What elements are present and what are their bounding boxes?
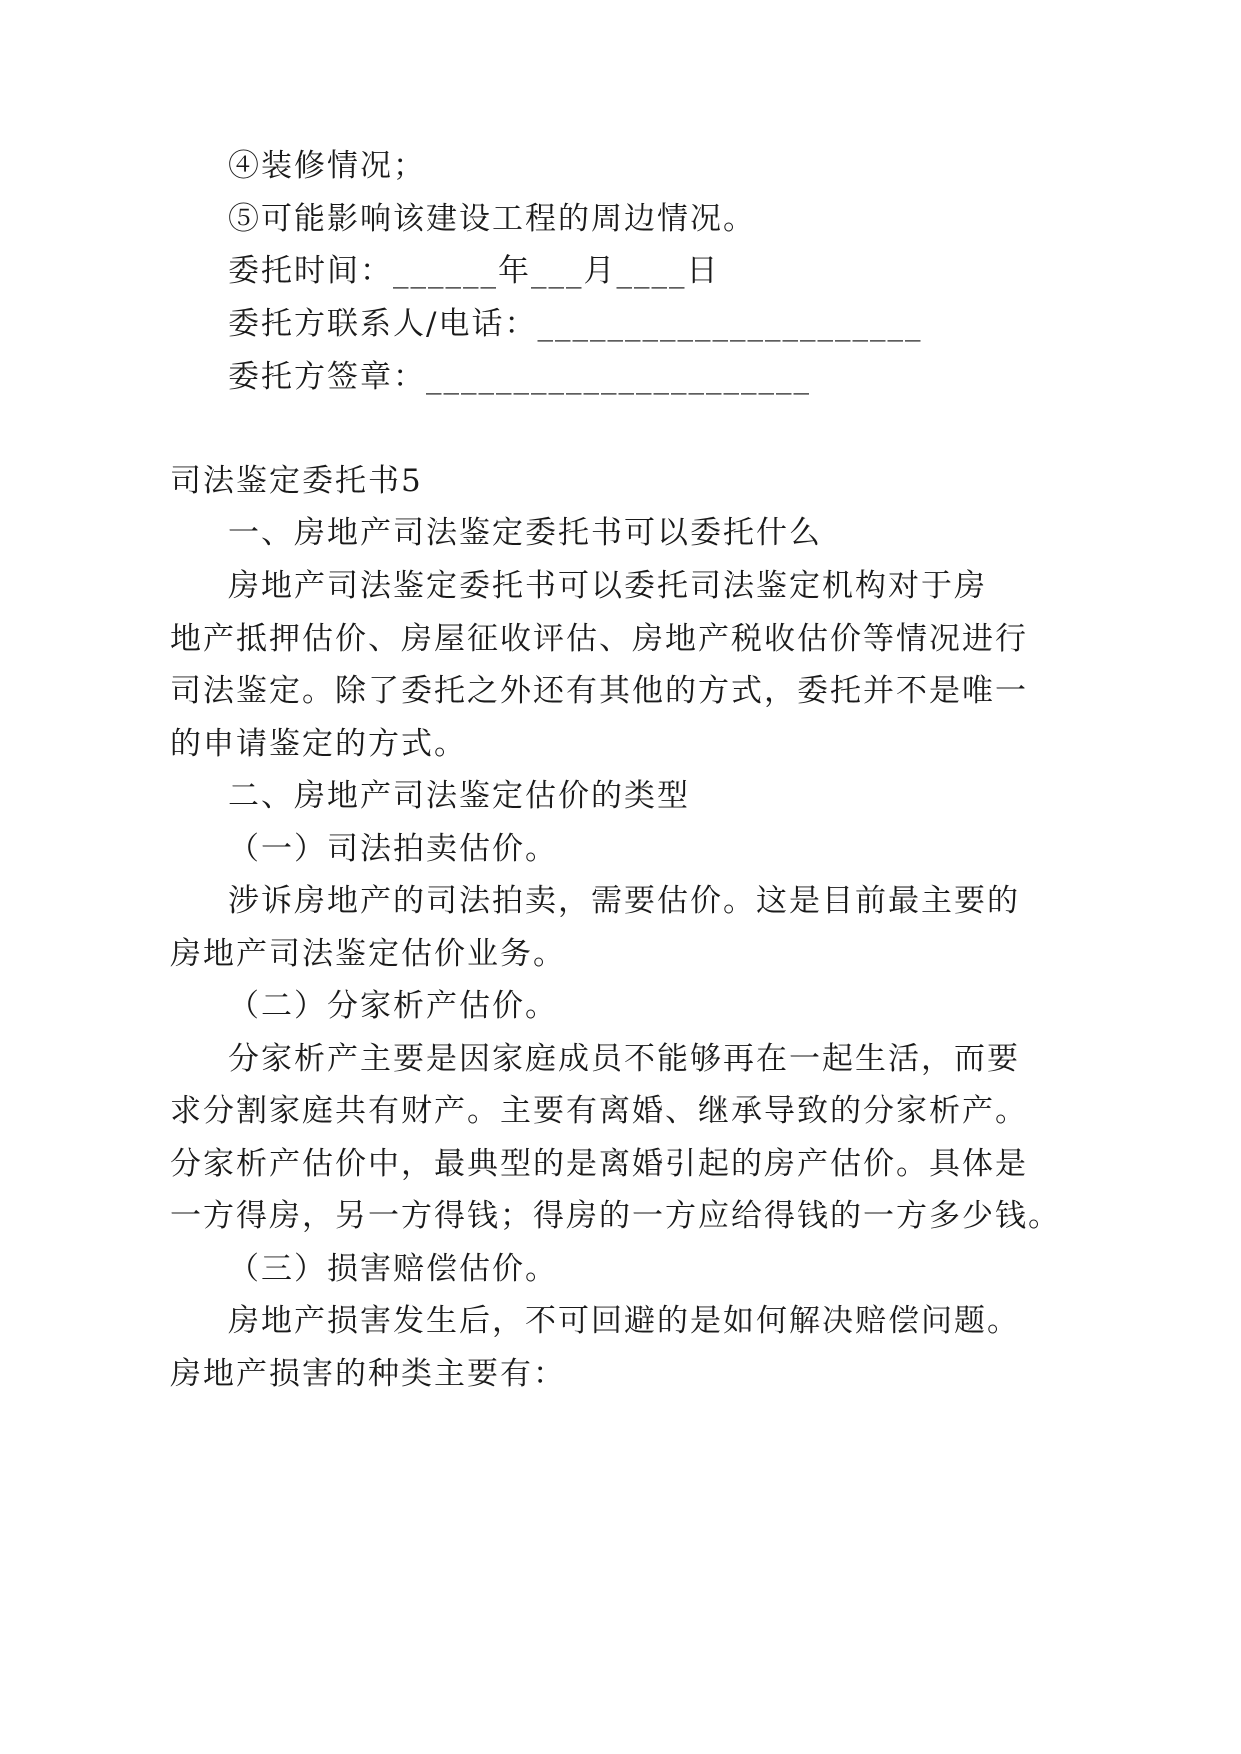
client-contact-line: 委托方联系人/电话：______________________: [228, 306, 923, 342]
paragraph-line: 分家析产估价中，最典型的是离婚引起的房产估价。具体是: [170, 1146, 1028, 1182]
subheading-1: 一、房地产司法鉴定委托书可以委托什么: [228, 515, 822, 551]
paragraph-line: 的申请鉴定的方式。: [170, 726, 467, 762]
client-seal-line: 委托方签章：______________________: [228, 359, 811, 395]
subheading-property-division: （二）分家析产估价。: [228, 988, 558, 1024]
paragraph-line: 涉诉房地产的司法拍卖，需要估价。这是目前最主要的: [228, 883, 1020, 919]
section-title: 司法鉴定委托书5: [170, 463, 423, 499]
paragraph-line: 一方得房，另一方得钱；得房的一方应给得钱的一方多少钱。: [170, 1198, 1061, 1234]
paragraph-line: 地产抵押估价、房屋征收评估、房地产税收估价等情况进行: [170, 621, 1028, 657]
paragraph-line: 房地产损害发生后，不可回避的是如何解决赔偿问题。: [228, 1303, 1020, 1339]
paragraph-line: 房地产司法鉴定估价业务。: [170, 936, 566, 972]
paragraph-line: 分家析产主要是因家庭成员不能够再在一起生活，而要: [228, 1041, 1020, 1077]
subheading-damage-compensation: （三）损害赔偿估价。: [228, 1251, 558, 1287]
list-item-surroundings: ⑤可能影响该建设工程的周边情况。: [228, 201, 756, 237]
subheading-judicial-auction: （一）司法拍卖估价。: [228, 831, 558, 867]
list-item-decoration: ④装修情况；: [228, 148, 426, 184]
commission-date-line: 委托时间：______年___月____日: [228, 253, 720, 289]
paragraph-line: 求分割家庭共有财产。主要有离婚、继承导致的分家析产。: [170, 1093, 1028, 1129]
subheading-2: 二、房地产司法鉴定估价的类型: [228, 778, 690, 814]
paragraph-line: 司法鉴定。除了委托之外还有其他的方式，委托并不是唯一: [170, 673, 1028, 709]
paragraph-line: 房地产损害的种类主要有：: [170, 1356, 566, 1392]
paragraph-line: 房地产司法鉴定委托书可以委托司法鉴定机构对于房: [228, 568, 987, 604]
